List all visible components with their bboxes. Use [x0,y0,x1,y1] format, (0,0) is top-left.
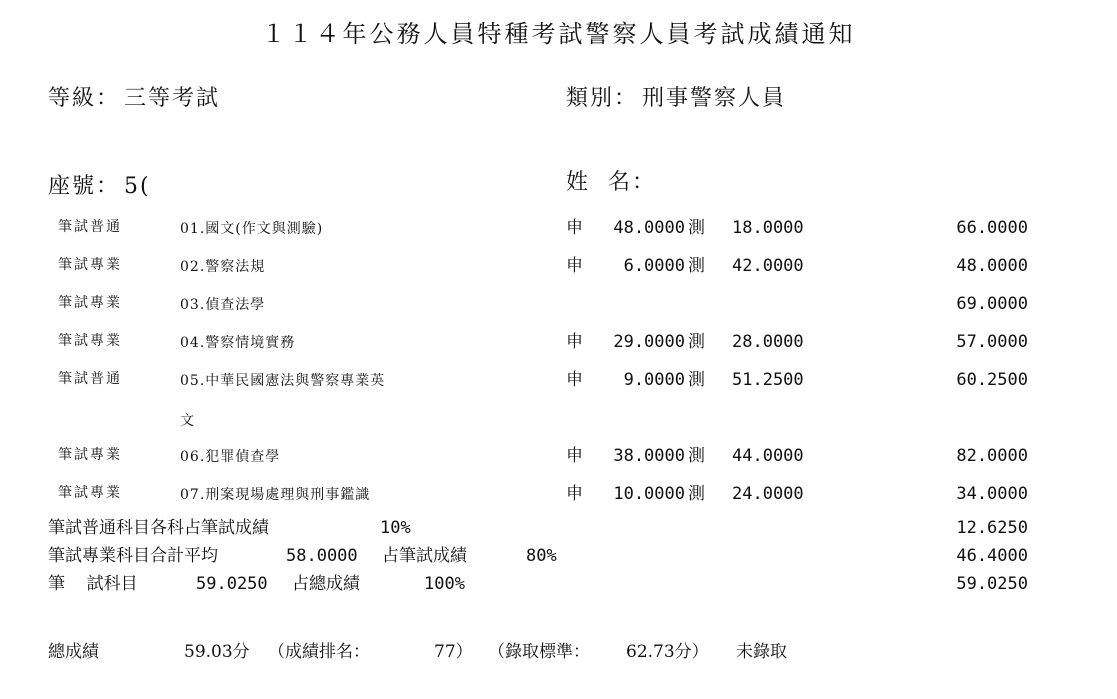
test-score: 28.0000 [732,332,804,352]
subject-row [0,254,1117,282]
summary-percent: 80% [526,546,557,566]
summary-percent-label: 占筆試成績 [382,546,467,566]
subject-category: 筆試專業 [58,333,122,349]
subject-category: 筆試專業 [58,295,122,311]
essay-label: 申 [566,484,583,504]
subject-score: 34.0000 [956,484,1028,504]
test-label: 測 [688,484,705,504]
subject-row [0,368,1117,429]
summary-score: 59.0250 [956,574,1028,594]
total-score: 59.03分 [184,642,250,662]
test-score: 51.2500 [732,370,804,390]
subject-row [0,444,1117,472]
essay-label: 申 [566,370,583,390]
seat-value: 5( [124,174,151,199]
seat-label: 座號： [48,174,121,199]
test-label: 測 [688,370,705,390]
category-label: 類別： [566,86,639,111]
subject-category: 筆試普通 [58,219,122,235]
summary-label: 筆試專業科目合計平均 [48,546,218,566]
rank-value: 77） [434,642,473,662]
summary-score: 12.6250 [956,518,1028,538]
subject-name: 07.刑案現場處理與刑事鑑識 [180,487,371,503]
essay-label: 申 [566,218,583,238]
subject-category: 筆試專業 [58,257,122,273]
level-label: 等級： [48,86,121,111]
admission-result: 未錄取 [736,642,787,662]
subject-row [0,292,1117,320]
test-label: 測 [688,218,705,238]
subject-name: 06.犯罪偵查學 [180,449,281,465]
subject-name-continuation: 文 [180,413,195,429]
subject-category: 筆試普通 [58,371,122,387]
rank-label: （成績排名： [268,642,370,662]
essay-score: 9.0000 [623,370,685,390]
subject-score: 82.0000 [956,446,1028,466]
test-label: 測 [688,446,705,466]
summary-percent-label: 占總成績 [292,574,360,594]
subject-score: 66.0000 [956,218,1028,238]
essay-label: 申 [566,446,583,466]
essay-score: 38.0000 [613,446,685,466]
subject-score: 60.2500 [956,370,1028,390]
test-score: 44.0000 [732,446,804,466]
subject-score: 57.0000 [956,332,1028,352]
essay-score: 48.0000 [613,218,685,238]
essay-score: 10.0000 [613,484,685,504]
notice-title: １１４年公務人員特種考試警察人員考試成績通知 [261,20,856,48]
subject-name: 01.國文(作文與測驗) [180,221,324,237]
summary-percent: 100% [424,574,465,594]
summary-score: 46.4000 [956,546,1028,566]
subject-score: 48.0000 [956,256,1028,276]
subject-category: 筆試專業 [58,447,122,463]
subject-name: 02.警察法規 [180,259,266,275]
level-value: 三等考試 [124,86,221,111]
test-score: 18.0000 [732,218,804,238]
essay-label: 申 [566,256,583,276]
summary-label: 筆試普通科目各科占筆試成績 [48,518,269,538]
name-label: 姓 名： [566,170,656,195]
subject-row [0,216,1117,244]
subject-row [0,330,1117,358]
summary-average: 59.0250 [196,574,268,594]
subject-name: 05.中華民國憲法與警察專業英 [180,373,386,389]
cutoff-label: （錄取標準： [488,642,590,662]
subject-row [0,482,1117,510]
essay-score: 29.0000 [613,332,685,352]
test-score: 24.0000 [732,484,804,504]
subject-score: 69.0000 [956,294,1028,314]
essay-label: 申 [566,332,583,352]
test-score: 42.0000 [732,256,804,276]
subject-name: 03.偵查法學 [180,297,266,313]
summary-label: 筆 試科目 [48,574,138,594]
summary-average: 58.0000 [286,546,358,566]
essay-score: 6.0000 [623,256,685,276]
cutoff-value: 62.73分） [626,642,709,662]
category-value: 刑事警察人員 [642,86,787,111]
subject-name: 04.警察情境實務 [180,335,296,351]
summary-percent: 10% [380,518,411,538]
test-label: 測 [688,256,705,276]
subject-category: 筆試專業 [58,485,122,501]
test-label: 測 [688,332,705,352]
total-label: 總成績 [48,642,99,662]
